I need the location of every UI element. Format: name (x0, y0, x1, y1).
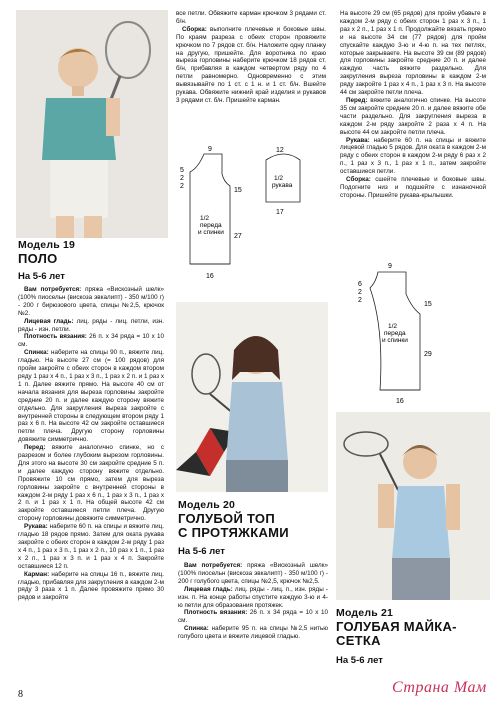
model20-para-assembly: Сборка: сшейте плечевые и боковые швы. Подогните низ и подшейте с изнаночной стороны. Пришейте рукава-крылышки. (340, 176, 486, 199)
dim2-29: 29 (424, 351, 432, 358)
dim-27: 27 (234, 233, 242, 240)
model21-age: На 5-6 лет (336, 655, 383, 666)
model20-para-gauge: Плотность вязания: 26 п. х 34 ряда = 10 х 10 см. (178, 609, 328, 625)
model20-age: На 5-6 лет (178, 546, 225, 557)
photo-boy-mesh-tank (336, 412, 490, 600)
dim-2b: 2 (180, 183, 184, 190)
dim-5: 5 (180, 167, 184, 174)
dim2-2a: 2 (358, 289, 362, 296)
sleeve-frac: 1/2 (274, 175, 284, 182)
dim2-9: 9 (388, 263, 392, 270)
label-back: и спинки (198, 229, 224, 236)
dim-16: 16 (206, 273, 214, 280)
model19-para-pocket-cont: все петли. Обвяжите карман крючком 3 рядами ст. б/н. (176, 10, 326, 25)
model21-title-1: ГОЛУБАЯ МАЙКА- (336, 619, 457, 634)
dim2-15: 15 (424, 301, 432, 308)
dim-2a: 2 (180, 175, 184, 182)
model19-para-pocket: Карман: наберите на спицы 16 п., вяжите лиц. гладью, прибавляя для закругления в каждом 2-м ряду 3 раза х 1 п. Далее провяжите прямо 30 рядов и закройте (18, 570, 164, 602)
model20-title-1: ГОЛУБОЙ ТОП (178, 511, 275, 526)
model19-age: На 5-6 лет (18, 271, 65, 282)
model20-para-materials: Вам потребуется: пряжа «Вискозный шелк» (100% пиосельн (вискоза эвкалипт) - 350 м/100 г) - 200 г голубого цвета, спицы №2,5, крючок №2,5. (178, 562, 328, 585)
label-front: переда (200, 222, 222, 229)
model20-continuation (340, 10, 486, 200)
model19-para-stitch: Лицевая гладь: лиц. ряды - лиц. петли, изн. ряды - изн. петли. (18, 317, 164, 333)
label-half: 1/2 (200, 215, 210, 222)
model19-instructions (18, 286, 164, 602)
pattern-diagram-polo (176, 142, 331, 292)
model19-para-front: Перед: вяжите аналогично спинке, но с разрезом и более глубоким вырезом горловины. Для этого на высоте 30 см закройте средние 5 п. и далее каждую сторону вяжите отдельно. Провяжите 10 см прямо, затем для выреза горловины закройте с внутренней стороны в каждом 2-м ряду 1 раз х 6 п., 1 раз х 3 п., 1 раз х 2 п. и 1 раз х 1 п. На общей высоте 42 см закройте оставшиеся петли плеча. Другую сторону горловины довяжите симметрично. (18, 444, 164, 523)
model19-para-materials: Вам потребуется: пряжа «Вискозный шелк» (100% пиосельн (вискоза эвкалипт) - 350 м/100 г) - 200 г бирюзового цвета, спицы №2,5, крючок №2. (18, 286, 164, 317)
model20-para-stitch: Лицевая гладь: лиц. ряды - лиц. п., изн. ряды - изн. п. На конце работы спустите каждую 3-ю и 4-ю петли для образования протяжек. (178, 585, 328, 609)
sleeve-label: рукава (272, 182, 293, 189)
model21-title-2: СЕТКА (336, 633, 381, 648)
model20-title-2: С ПРОТЯЖКАМИ (178, 525, 289, 540)
model19-para-back: Спинка: наберите на спицы 90 п., вяжите лиц. гладью. На высоте 27 см (= 100 рядов) для пройм закройте с обеих сторон в каждом втором ряду 1 раз х 4 п., 1 раз х 3 п., 1 раз х 2 п. и 1 раз х 1 п. Далее вяжите прямо. На высоте 40 см от начала вязания для выреза горловины закройте средние 20 п. и далее каждую сторону вяжите отдельно. Для закругления выреза закройте с внутренней стороны в следующем втором ряду 1 раз х 6 п. На высоте 42 см закройте оставшиеся петли плеча. Другую сторону горловины довяжите симметрично. (18, 349, 164, 444)
model20-instructions (178, 562, 328, 641)
model19-title: ПОЛО (18, 251, 58, 266)
label2-back: и спинки (382, 337, 408, 344)
model20-para-front: Перед: вяжите аналогично спинке. На высоте 35 см закройте средние 20 п. и далее вяжите обе части раздельно. Для закругления выреза в каждом 2-м ряду закройте 2 раза х 4 п. На высоте 44 см закройте петли плеча. (340, 96, 486, 136)
watermark-logo: Страна Мам (392, 679, 487, 696)
model19-para-gauge: Плотность вязания: 26 п. х 34 ряда = 10 х 10 см. (18, 333, 164, 349)
model20-para-back-cont: На высоте 29 см (65 рядов) для пройм убавьте в каждом 2-м ряду с обеих сторон 1 раз х 3 п., 1 раз х 2 п., 1 раз х 1 п. Продолжайте вязать прямо и на высоте 34 см (77 рядов) для пройм спускайте каждую 3-ю и 4-ю п. на тех петлях, которые закрываете. На высоте 39 см (89 рядов) для горловины закройте средние 20 п. и далее каждую часть вяжите раздельно. Для закругления выреза горловины в каждом 2-м ряду закройте 1 раз х 4 п., 1 раз х 3 п. На высоте 44 см закройте петли плеча. (340, 10, 486, 97)
model21-label: Модель 21 (336, 607, 394, 619)
model19-para-assembly: Сборка: выполните плечевые и боковые швы. По краям разреза с обеих сторон провяжите крючком по 7 рядов ст. б/н. Наложите одну планку на другую, пришейте. Для воротника по краю выреза горловины наберите крючком 18 рядов ст. б/н, прибавляя в каждом четвертом ряду по 4 петли равномерно. Одновременно с этим вывязывайте по 1 ст. с 1 н. и 1 ст. б/н. Вшейте рукава. Обвяжите нижний край изделия и рукавов 3 рядами ст. б/н. Пришейте карман. (176, 25, 326, 104)
photo-girl-top (176, 302, 328, 492)
dim-17: 17 (276, 209, 284, 216)
dim-15: 15 (234, 187, 242, 194)
label2-half: 1/2 (388, 323, 398, 330)
model19-continuation (176, 10, 326, 105)
dim-12: 12 (276, 147, 284, 154)
model19-label: Модель 19 (18, 239, 76, 251)
model20-label: Модель 20 (178, 499, 236, 511)
dim2-16: 16 (396, 398, 404, 405)
dim2-2b: 2 (358, 297, 362, 304)
pattern-diagram-top (340, 258, 490, 406)
dim2-6: 6 (358, 281, 362, 288)
page-number: 8 (18, 689, 23, 700)
label2-front: переда (384, 330, 406, 337)
model20-para-sleeves: Рукава: наберите 60 п. на спицы и вяжите лицевой гладью 5 рядов. Для оката в каждом 2-м ряду с обеих сторон в каждом 2-м ряду 6 раз х 2 п., 1 раз х 3 п., 1 раз х 1 п., затем закройте оставшиеся петли. (340, 136, 486, 176)
photo-boy-polo (16, 10, 168, 238)
model20-para-back: Спинка: наберите 95 п. на спицы №2,5 нитью голубого цвета и вяжите лицевой гладью. (178, 625, 328, 641)
model19-para-sleeves: Рукава: наберите 60 п. на спицы и вяжите лиц. гладью 18 рядов прямо. Затем для оката рукава закройте с обеих сторон в каждом 2-м ряду 1 раз х 4 п., 1 раз х 3 п., 1 раз х 2 п., 10 раз х 1 п., 1 раз х 2 п., 1 раз х 3 п. и 1 раз х 4 п. Закройте оставшиеся 12 п. (18, 523, 164, 570)
dim-9: 9 (208, 146, 212, 153)
